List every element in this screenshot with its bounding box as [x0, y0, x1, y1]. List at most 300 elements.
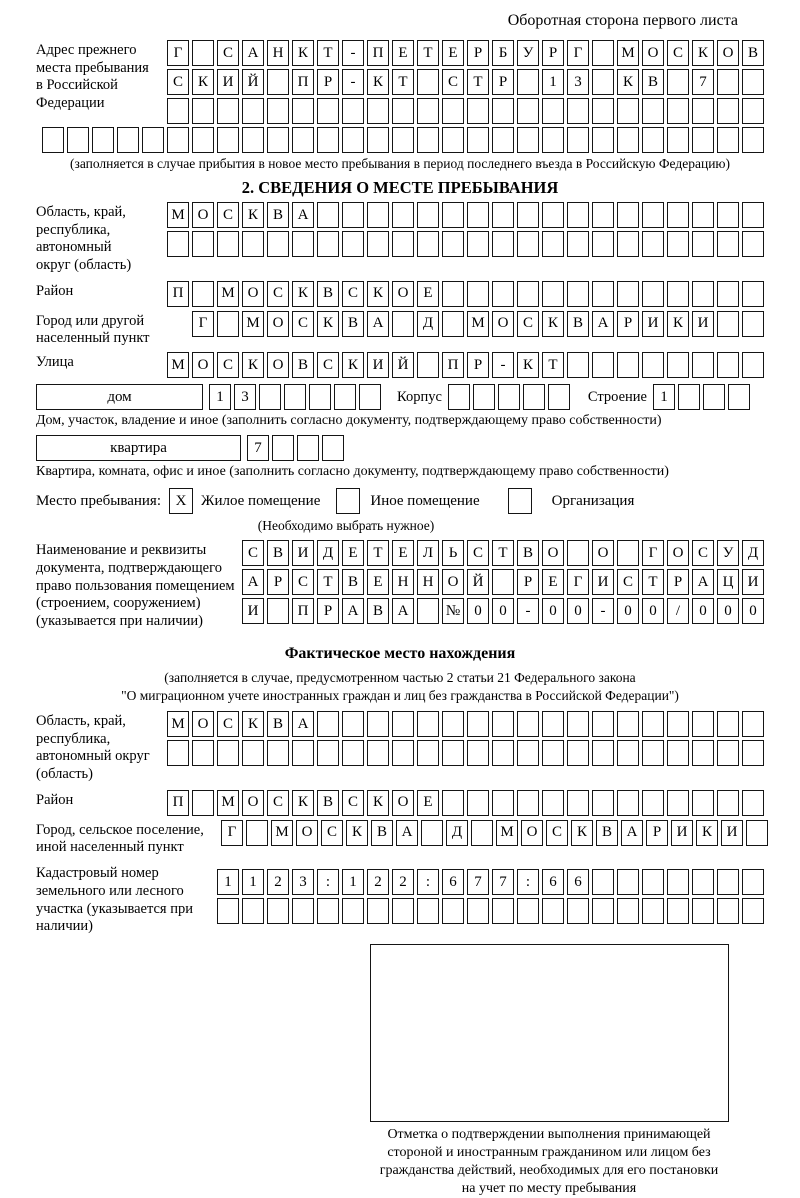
char-cell[interactable]: В [267, 540, 289, 566]
char-cell[interactable]: А [367, 311, 389, 337]
char-cell[interactable]: - [592, 598, 614, 624]
char-cell[interactable] [67, 127, 89, 153]
char-cell[interactable] [742, 202, 764, 228]
char-cell[interactable]: В [371, 820, 393, 846]
char-cell[interactable]: Р [267, 569, 289, 595]
char-cell[interactable] [242, 898, 264, 924]
char-cell[interactable] [592, 40, 614, 66]
char-cell[interactable] [192, 231, 214, 257]
char-cell[interactable]: О [492, 311, 514, 337]
char-cell[interactable] [317, 740, 339, 766]
char-cell[interactable] [442, 127, 464, 153]
char-cell[interactable] [717, 231, 739, 257]
char-cell[interactable] [717, 69, 739, 95]
char-cell[interactable] [367, 898, 389, 924]
char-cell[interactable] [617, 740, 639, 766]
char-cell[interactable] [667, 281, 689, 307]
char-cell[interactable]: 3 [567, 69, 589, 95]
char-cell[interactable]: Н [417, 569, 439, 595]
char-cell[interactable]: С [167, 69, 189, 95]
stay-type-checkbox-other[interactable] [336, 488, 360, 514]
char-cell[interactable] [467, 231, 489, 257]
char-cell[interactable] [417, 898, 439, 924]
char-cell[interactable] [442, 231, 464, 257]
char-cell[interactable]: Г [221, 820, 243, 846]
char-cell[interactable]: Р [617, 311, 639, 337]
char-cell[interactable] [467, 790, 489, 816]
char-cell[interactable]: П [292, 69, 314, 95]
char-cell[interactable]: 0 [717, 598, 739, 624]
char-cell[interactable] [517, 231, 539, 257]
stay-type-checkbox-residential[interactable]: X [169, 488, 193, 514]
char-cell[interactable] [667, 898, 689, 924]
char-cell[interactable]: 1 [217, 869, 239, 895]
char-cell[interactable]: К [517, 352, 539, 378]
char-cell[interactable]: М [167, 352, 189, 378]
char-cell[interactable]: В [342, 311, 364, 337]
char-cell[interactable] [317, 127, 339, 153]
char-cell[interactable] [492, 569, 514, 595]
char-cell[interactable] [471, 820, 493, 846]
char-cell[interactable] [617, 231, 639, 257]
char-cell[interactable] [492, 281, 514, 307]
char-cell[interactable] [667, 127, 689, 153]
char-cell[interactable] [717, 898, 739, 924]
char-cell[interactable] [267, 98, 289, 124]
char-cell[interactable] [317, 98, 339, 124]
char-cell[interactable] [667, 98, 689, 124]
char-cell[interactable]: А [396, 820, 418, 846]
char-cell[interactable]: Н [267, 40, 289, 66]
char-cell[interactable]: С [217, 40, 239, 66]
char-cell[interactable] [642, 740, 664, 766]
char-cell[interactable]: Т [492, 540, 514, 566]
char-cell[interactable]: И [367, 352, 389, 378]
char-cell[interactable]: Т [367, 540, 389, 566]
char-cell[interactable] [542, 898, 564, 924]
char-cell[interactable] [467, 898, 489, 924]
char-cell[interactable] [542, 711, 564, 737]
char-cell[interactable]: 0 [567, 598, 589, 624]
char-cell[interactable]: И [242, 598, 264, 624]
char-cell[interactable]: Г [642, 540, 664, 566]
char-cell[interactable]: И [592, 569, 614, 595]
char-cell[interactable]: Г [167, 40, 189, 66]
char-cell[interactable] [517, 740, 539, 766]
char-cell[interactable] [592, 711, 614, 737]
house-type-box[interactable]: дом [36, 384, 203, 410]
char-cell[interactable] [692, 869, 714, 895]
char-cell[interactable]: В [742, 40, 764, 66]
char-cell[interactable]: Е [342, 540, 364, 566]
char-cell[interactable]: Т [467, 69, 489, 95]
char-cell[interactable]: Г [567, 569, 589, 595]
char-cell[interactable]: Р [467, 40, 489, 66]
char-cell[interactable] [567, 790, 589, 816]
char-cell[interactable]: 6 [567, 869, 589, 895]
char-cell[interactable] [367, 127, 389, 153]
char-cell[interactable]: Т [317, 40, 339, 66]
char-cell[interactable]: Й [242, 69, 264, 95]
char-cell[interactable]: Н [392, 569, 414, 595]
char-cell[interactable] [692, 127, 714, 153]
char-cell[interactable]: В [267, 202, 289, 228]
char-cell[interactable]: С [267, 281, 289, 307]
char-cell[interactable]: 1 [342, 869, 364, 895]
char-cell[interactable] [292, 231, 314, 257]
char-cell[interactable]: К [242, 202, 264, 228]
char-cell[interactable]: - [342, 69, 364, 95]
char-cell[interactable] [692, 281, 714, 307]
char-cell[interactable]: К [667, 311, 689, 337]
char-cell[interactable] [492, 127, 514, 153]
char-cell[interactable] [692, 740, 714, 766]
char-cell[interactable] [367, 740, 389, 766]
char-cell[interactable] [417, 740, 439, 766]
char-cell[interactable] [192, 281, 214, 307]
char-cell[interactable] [567, 202, 589, 228]
char-cell[interactable] [217, 740, 239, 766]
char-cell[interactable]: 1 [209, 384, 231, 410]
char-cell[interactable] [267, 598, 289, 624]
char-cell[interactable]: К [367, 69, 389, 95]
char-cell[interactable] [167, 127, 189, 153]
char-cell[interactable] [342, 202, 364, 228]
char-cell[interactable]: 7 [467, 869, 489, 895]
char-cell[interactable]: К [192, 69, 214, 95]
char-cell[interactable] [167, 98, 189, 124]
char-cell[interactable] [678, 384, 700, 410]
char-cell[interactable] [442, 790, 464, 816]
char-cell[interactable] [192, 127, 214, 153]
char-cell[interactable]: М [167, 711, 189, 737]
char-cell[interactable] [309, 384, 331, 410]
char-cell[interactable]: К [367, 281, 389, 307]
char-cell[interactable] [617, 711, 639, 737]
char-cell[interactable] [417, 231, 439, 257]
char-cell[interactable]: - [492, 352, 514, 378]
char-cell[interactable] [242, 740, 264, 766]
char-cell[interactable] [692, 711, 714, 737]
char-cell[interactable]: Т [417, 40, 439, 66]
char-cell[interactable] [542, 98, 564, 124]
char-cell[interactable]: С [217, 352, 239, 378]
char-cell[interactable] [417, 352, 439, 378]
char-cell[interactable]: 2 [367, 869, 389, 895]
char-cell[interactable] [642, 790, 664, 816]
char-cell[interactable]: С [617, 569, 639, 595]
char-cell[interactable] [642, 127, 664, 153]
char-cell[interactable]: О [242, 790, 264, 816]
char-cell[interactable]: 2 [267, 869, 289, 895]
char-cell[interactable]: К [342, 352, 364, 378]
char-cell[interactable] [367, 202, 389, 228]
char-cell[interactable]: 2 [392, 869, 414, 895]
char-cell[interactable]: П [167, 790, 189, 816]
char-cell[interactable] [717, 740, 739, 766]
char-cell[interactable]: О [442, 569, 464, 595]
char-cell[interactable]: 0 [542, 598, 564, 624]
char-cell[interactable] [567, 127, 589, 153]
char-cell[interactable] [567, 231, 589, 257]
char-cell[interactable] [717, 202, 739, 228]
char-cell[interactable] [297, 435, 319, 461]
char-cell[interactable]: 7 [492, 869, 514, 895]
char-cell[interactable] [492, 790, 514, 816]
char-cell[interactable]: О [521, 820, 543, 846]
char-cell[interactable] [517, 98, 539, 124]
char-cell[interactable] [467, 202, 489, 228]
char-cell[interactable]: С [467, 540, 489, 566]
char-cell[interactable] [642, 202, 664, 228]
apartment-type-box[interactable]: квартира [36, 435, 241, 461]
char-cell[interactable]: А [692, 569, 714, 595]
char-cell[interactable] [717, 127, 739, 153]
char-cell[interactable]: К [696, 820, 718, 846]
char-cell[interactable] [167, 231, 189, 257]
char-cell[interactable]: М [167, 202, 189, 228]
char-cell[interactable] [592, 352, 614, 378]
char-cell[interactable] [473, 384, 495, 410]
char-cell[interactable] [392, 711, 414, 737]
char-cell[interactable]: Т [392, 69, 414, 95]
char-cell[interactable] [392, 202, 414, 228]
char-cell[interactable] [617, 869, 639, 895]
char-cell[interactable]: М [467, 311, 489, 337]
char-cell[interactable]: К [242, 352, 264, 378]
char-cell[interactable] [217, 311, 239, 337]
char-cell[interactable] [442, 281, 464, 307]
char-cell[interactable]: П [292, 598, 314, 624]
char-cell[interactable]: Й [467, 569, 489, 595]
char-cell[interactable]: А [292, 711, 314, 737]
char-cell[interactable]: К [542, 311, 564, 337]
char-cell[interactable] [467, 281, 489, 307]
char-cell[interactable] [542, 740, 564, 766]
char-cell[interactable] [717, 352, 739, 378]
char-cell[interactable] [317, 202, 339, 228]
char-cell[interactable]: М [217, 281, 239, 307]
char-cell[interactable]: П [367, 40, 389, 66]
char-cell[interactable]: В [317, 281, 339, 307]
char-cell[interactable]: Е [542, 569, 564, 595]
char-cell[interactable]: С [442, 69, 464, 95]
char-cell[interactable]: 0 [467, 598, 489, 624]
char-cell[interactable] [667, 711, 689, 737]
char-cell[interactable]: М [217, 790, 239, 816]
char-cell[interactable] [342, 231, 364, 257]
char-cell[interactable] [267, 231, 289, 257]
char-cell[interactable] [417, 598, 439, 624]
char-cell[interactable]: О [592, 540, 614, 566]
char-cell[interactable] [567, 711, 589, 737]
char-cell[interactable] [592, 869, 614, 895]
char-cell[interactable] [492, 740, 514, 766]
char-cell[interactable]: № [442, 598, 464, 624]
char-cell[interactable]: 6 [442, 869, 464, 895]
char-cell[interactable]: С [217, 202, 239, 228]
char-cell[interactable] [592, 740, 614, 766]
char-cell[interactable]: С [517, 311, 539, 337]
char-cell[interactable] [517, 898, 539, 924]
char-cell[interactable] [284, 384, 306, 410]
char-cell[interactable]: П [167, 281, 189, 307]
char-cell[interactable] [467, 711, 489, 737]
char-cell[interactable]: А [292, 202, 314, 228]
char-cell[interactable] [692, 898, 714, 924]
char-cell[interactable]: В [342, 569, 364, 595]
char-cell[interactable]: О [542, 540, 564, 566]
char-cell[interactable] [442, 711, 464, 737]
char-cell[interactable] [567, 898, 589, 924]
char-cell[interactable] [117, 127, 139, 153]
char-cell[interactable] [442, 898, 464, 924]
char-cell[interactable] [259, 384, 281, 410]
char-cell[interactable] [246, 820, 268, 846]
char-cell[interactable] [517, 790, 539, 816]
char-cell[interactable] [167, 740, 189, 766]
char-cell[interactable] [746, 820, 768, 846]
char-cell[interactable] [642, 352, 664, 378]
char-cell[interactable] [692, 231, 714, 257]
char-cell[interactable] [442, 202, 464, 228]
char-cell[interactable] [592, 231, 614, 257]
char-cell[interactable] [267, 69, 289, 95]
char-cell[interactable] [717, 311, 739, 337]
char-cell[interactable]: Б [492, 40, 514, 66]
char-cell[interactable]: О [667, 540, 689, 566]
char-cell[interactable] [742, 898, 764, 924]
char-cell[interactable] [492, 231, 514, 257]
char-cell[interactable]: Д [317, 540, 339, 566]
char-cell[interactable] [542, 790, 564, 816]
char-cell[interactable] [217, 127, 239, 153]
char-cell[interactable]: 1 [653, 384, 675, 410]
char-cell[interactable] [542, 281, 564, 307]
char-cell[interactable] [642, 281, 664, 307]
char-cell[interactable]: Р [646, 820, 668, 846]
char-cell[interactable]: К [242, 711, 264, 737]
char-cell[interactable] [342, 98, 364, 124]
char-cell[interactable] [523, 384, 545, 410]
char-cell[interactable] [417, 69, 439, 95]
char-cell[interactable] [392, 311, 414, 337]
char-cell[interactable] [592, 202, 614, 228]
char-cell[interactable] [292, 898, 314, 924]
char-cell[interactable] [717, 790, 739, 816]
char-cell[interactable] [367, 231, 389, 257]
char-cell[interactable] [448, 384, 470, 410]
char-cell[interactable] [742, 231, 764, 257]
char-cell[interactable] [517, 202, 539, 228]
char-cell[interactable] [742, 281, 764, 307]
char-cell[interactable]: 3 [234, 384, 256, 410]
char-cell[interactable]: Т [317, 569, 339, 595]
char-cell[interactable]: Е [442, 40, 464, 66]
char-cell[interactable] [517, 69, 539, 95]
char-cell[interactable]: 1 [242, 869, 264, 895]
char-cell[interactable]: К [346, 820, 368, 846]
char-cell[interactable] [617, 127, 639, 153]
char-cell[interactable]: Й [392, 352, 414, 378]
char-cell[interactable] [692, 790, 714, 816]
char-cell[interactable] [692, 352, 714, 378]
char-cell[interactable]: С [667, 40, 689, 66]
char-cell[interactable]: 7 [247, 435, 269, 461]
char-cell[interactable]: С [292, 311, 314, 337]
char-cell[interactable] [742, 311, 764, 337]
char-cell[interactable] [667, 231, 689, 257]
char-cell[interactable]: 0 [692, 598, 714, 624]
char-cell[interactable] [492, 98, 514, 124]
char-cell[interactable] [542, 202, 564, 228]
char-cell[interactable] [322, 435, 344, 461]
char-cell[interactable]: Р [467, 352, 489, 378]
char-cell[interactable] [617, 540, 639, 566]
char-cell[interactable]: О [192, 352, 214, 378]
char-cell[interactable] [242, 127, 264, 153]
char-cell[interactable] [192, 790, 214, 816]
char-cell[interactable] [617, 202, 639, 228]
char-cell[interactable]: С [342, 281, 364, 307]
char-cell[interactable] [334, 384, 356, 410]
char-cell[interactable]: О [392, 281, 414, 307]
char-cell[interactable] [642, 98, 664, 124]
char-cell[interactable] [692, 98, 714, 124]
char-cell[interactable] [498, 384, 520, 410]
char-cell[interactable] [267, 740, 289, 766]
char-cell[interactable] [642, 231, 664, 257]
char-cell[interactable] [567, 740, 589, 766]
char-cell[interactable] [742, 711, 764, 737]
char-cell[interactable]: 0 [617, 598, 639, 624]
char-cell[interactable]: 0 [742, 598, 764, 624]
char-cell[interactable] [467, 98, 489, 124]
char-cell[interactable] [272, 435, 294, 461]
char-cell[interactable] [592, 69, 614, 95]
char-cell[interactable]: В [642, 69, 664, 95]
char-cell[interactable] [292, 98, 314, 124]
char-cell[interactable] [567, 352, 589, 378]
char-cell[interactable]: А [242, 569, 264, 595]
char-cell[interactable] [342, 740, 364, 766]
char-cell[interactable]: А [621, 820, 643, 846]
char-cell[interactable]: О [267, 311, 289, 337]
char-cell[interactable] [592, 281, 614, 307]
char-cell[interactable]: С [692, 540, 714, 566]
char-cell[interactable]: Р [317, 598, 339, 624]
char-cell[interactable]: В [292, 352, 314, 378]
char-cell[interactable] [567, 540, 589, 566]
char-cell[interactable]: П [442, 352, 464, 378]
char-cell[interactable]: О [192, 202, 214, 228]
char-cell[interactable]: С [267, 790, 289, 816]
char-cell[interactable]: Т [642, 569, 664, 595]
char-cell[interactable]: С [292, 569, 314, 595]
stay-type-checkbox-organization[interactable] [508, 488, 532, 514]
char-cell[interactable] [217, 898, 239, 924]
char-cell[interactable] [342, 127, 364, 153]
char-cell[interactable] [742, 98, 764, 124]
char-cell[interactable]: В [367, 598, 389, 624]
char-cell[interactable] [442, 740, 464, 766]
char-cell[interactable]: И [671, 820, 693, 846]
char-cell[interactable]: М [271, 820, 293, 846]
char-cell[interactable]: В [517, 540, 539, 566]
char-cell[interactable] [617, 790, 639, 816]
char-cell[interactable]: Ц [717, 569, 739, 595]
char-cell[interactable]: С [217, 711, 239, 737]
